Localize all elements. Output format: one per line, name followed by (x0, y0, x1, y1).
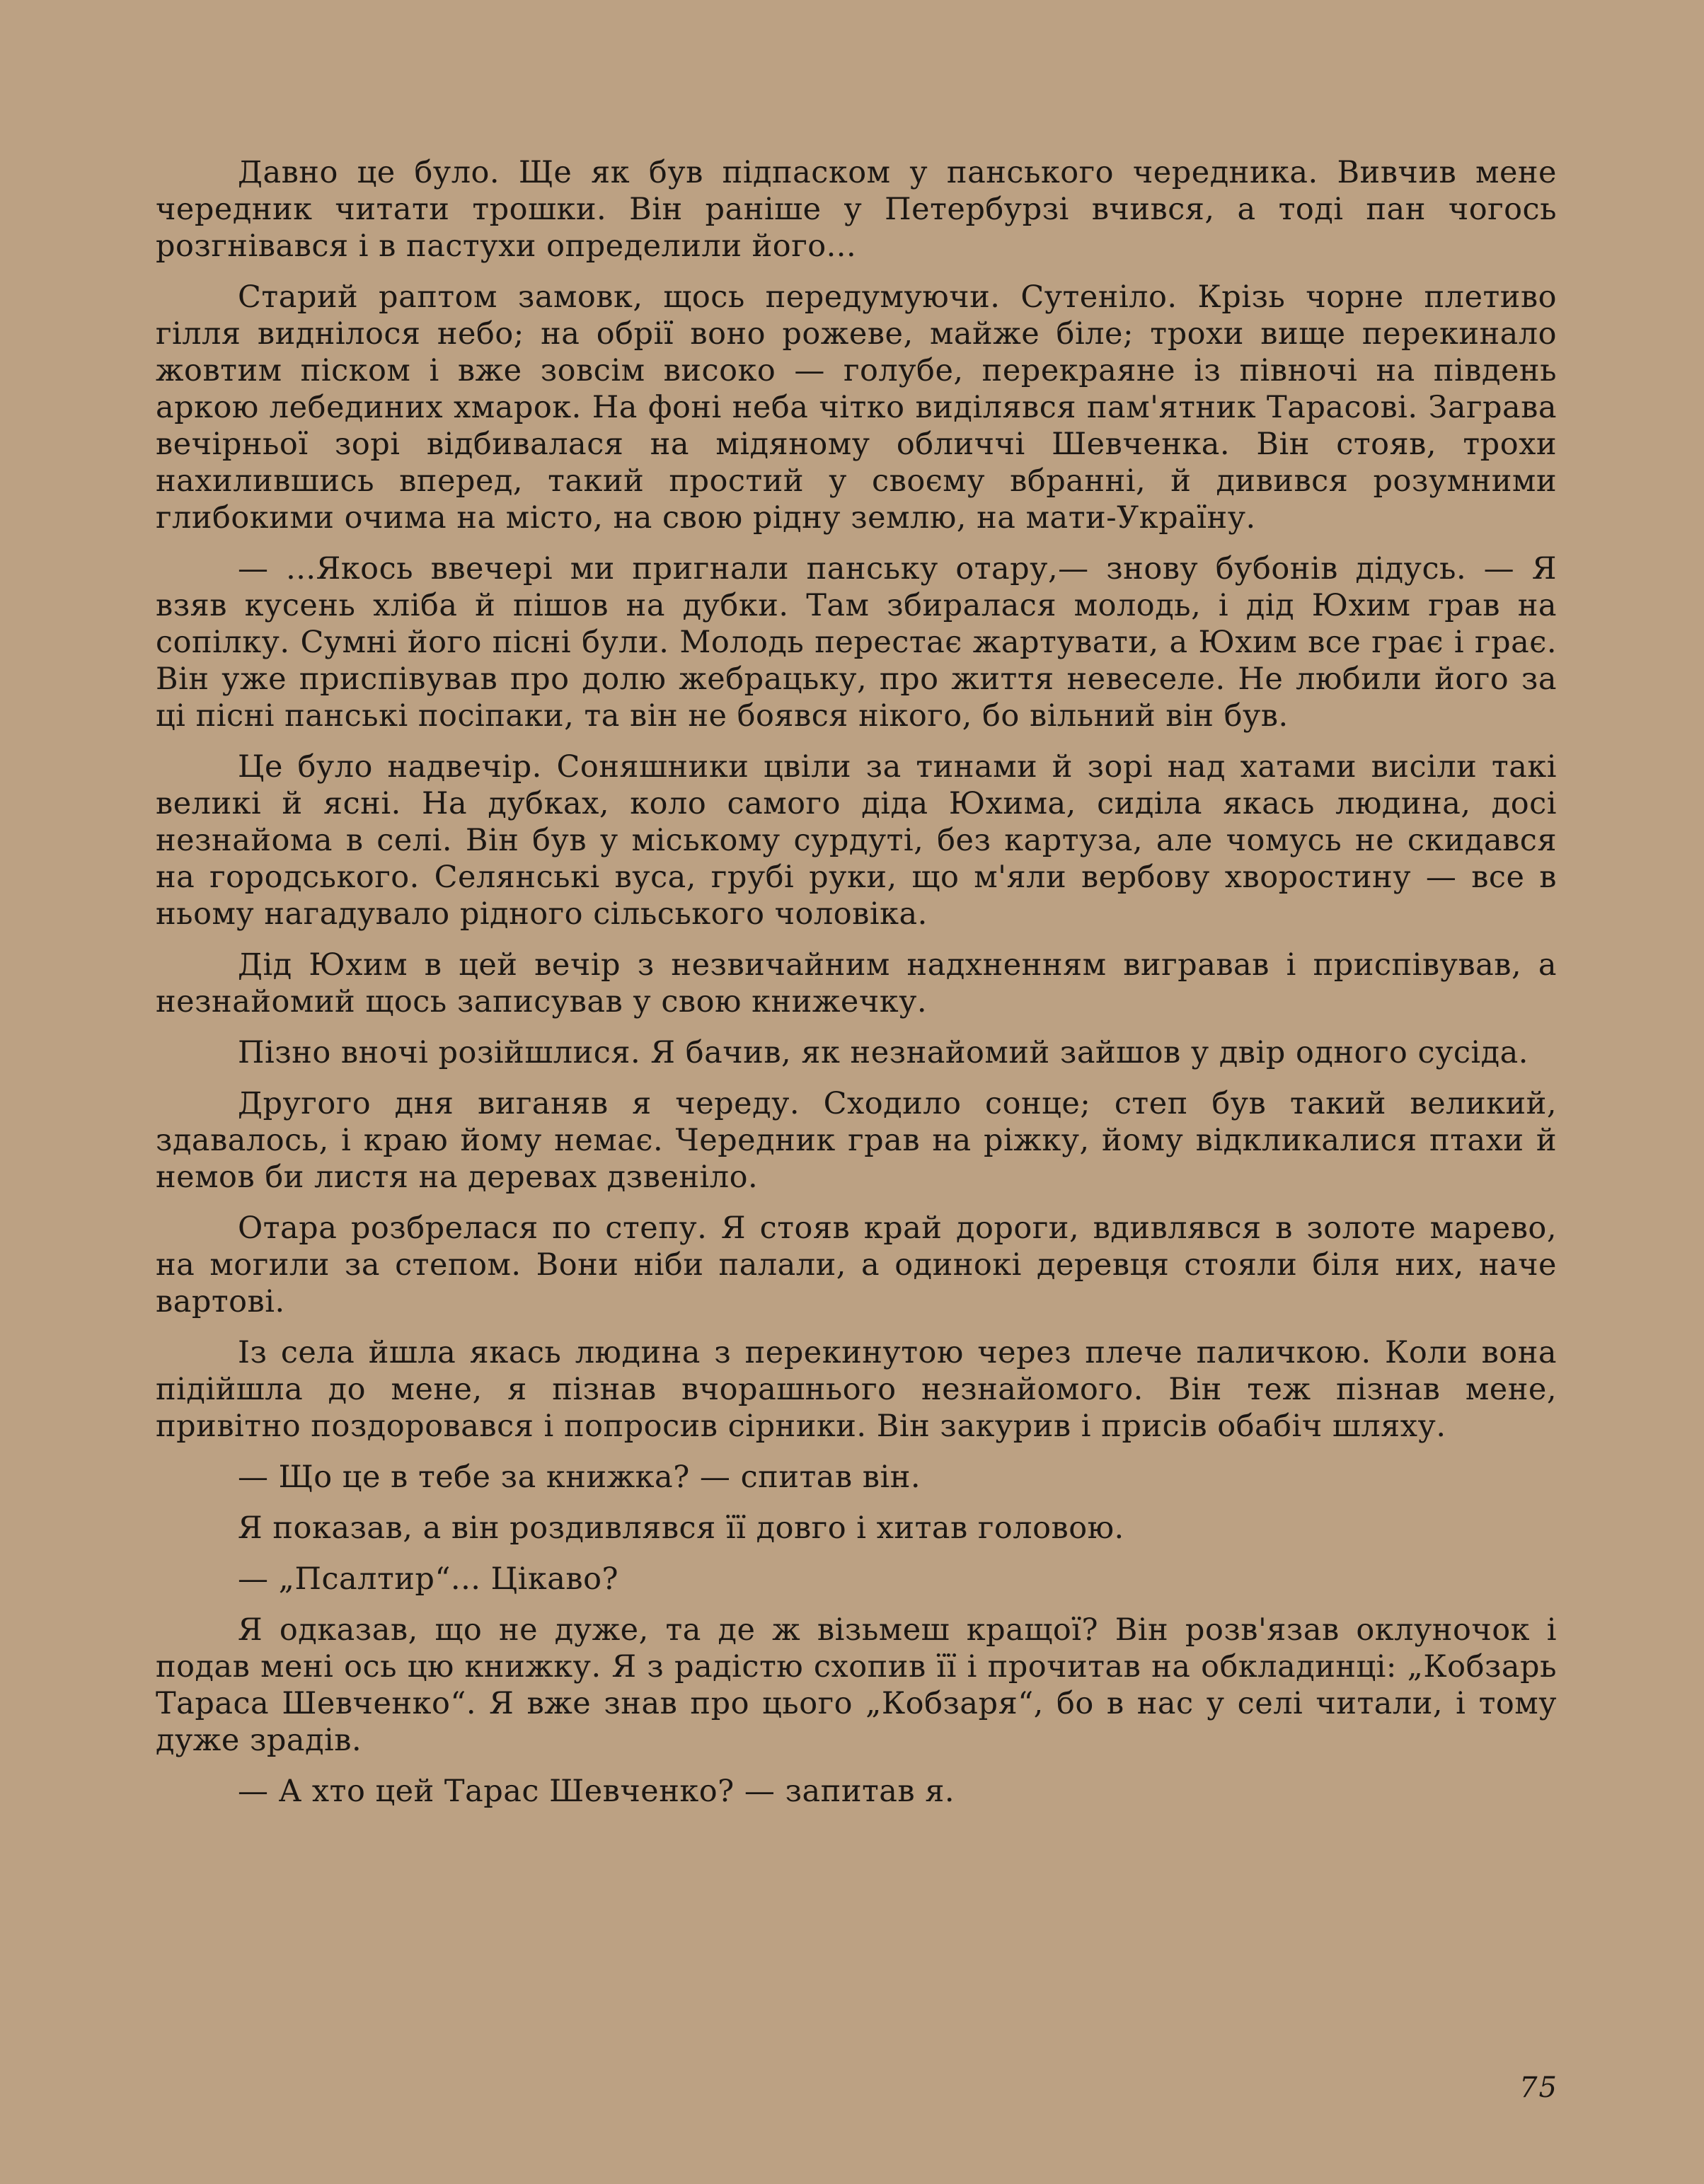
paragraph: Це було надвечір. Соняшники цвіли за тинами й зорі над хатами висіли такі великі й ясні. На дубках, коло самого діда Юхима, сиділа якась людина, досі незнайома в селі. Він був у міському сурдуті, без картуза, але чомусь не скидався на городського. Селянські вуса, грубі руки, що м'яли вербову хворостину — все в ньому нагадувало рідного сільського чоловіка. (156, 749, 1557, 932)
paragraph: Давно це було. Ще як був підпаском у панського чередника. Вивчив мене чередник читати трошки. Він раніше у Петербурзі вчився, а тоді пан чогось розгнівався і в пастухи определили його... (156, 155, 1557, 264)
paragraph: Отара розбрелася по степу. Я стояв край дороги, вдивлявся в золоте марево, на могили за степом. Вони ніби палали, а одинокі деревця стояли біля них, наче вартові. (156, 1211, 1557, 1319)
paragraph: Другого дня виганяв я череду. Сходило сонце; степ був такий великий, здавалось, і краю йому немає. Чередник грав на ріжку, йому відкликалися птахи й немов би листя на деревах дзвеніло. (156, 1086, 1557, 1195)
paragraph: — ...Якось ввечері ми пригнали панську отару,— знову бубонів дідусь. — Я взяв кусень хліба й пішов на дубки. Там збиралася молодь, і дід Юхим грав на сопілку. Сумні його пісні були. Молодь перестає жартувати, а Юхим все грає і грає. Він уже приспівував про долю жебрацьку, про життя невеселе. Не любили його за ці пісні панські посіпаки, та він не боявся нікого, бо вільний він був. (156, 551, 1557, 734)
paragraph: Пізно вночі розійшлися. Я бачив, як незнайомий зайшов у двір одного сусіда. (238, 1035, 1529, 1070)
paragraph: Старий раптом замовк, щось передумуючи. Сутеніло. Крізь чорне плетиво гілля виднілося небо; на обрії воно рожеве, майже біле; трохи вище перекинало жовтим піском і вже зовсім високо — голубе, перекраяне із півночі на південь аркою лебединих хмарок. На фоні неба чітко виділявся пам'ятник Тарасові. Заграва вечірньої зорі відбивалася на мідяному обличчі Шевченка. Він стояв, трохи нахилившись вперед, такий простий у своєму вбранні, й дивився розумними глибокими очима на місто, на свою рідну землю, на мати-Україну. (156, 279, 1557, 536)
text-body (156, 154, 1557, 1824)
dialogue-line: — А хто цей Тарас Шевченко? — запитав я. (238, 1774, 955, 1809)
paragraph: Дід Юхим в цей вечір з незвичайним надхненням вигравав і приспівував, а незнайомий щось записував у свою книжечку. (156, 947, 1557, 1019)
paragraph: Із села йшла якась людина з перекинутою через плече паличкою. Коли вона підійшла до мене, я пізнав вчорашнього незнайомого. Він теж пізнав мене, привітно поздоровався і попросив сірники. Він закурив і присів обабіч шляху. (156, 1335, 1557, 1444)
paragraph: Я одказав, що не дуже, та де ж візьмеш кращої? Він розв'язав оклуночок і подав мені ось цю книжку. Я з радістю схопив її і прочитав на обкладинці: „Кобзарь Тараса Шевченко“. Я вже знав про цього „Кобзаря“, бо в нас у селі читали, і тому дуже зрадів. (156, 1612, 1557, 1758)
dialogue-line: — „Псалтир“... Цікаво? (238, 1561, 619, 1597)
paragraph: Я показав, а він роздивлявся її довго і хитав головою. (238, 1510, 1124, 1546)
page-number: 75 (1519, 2072, 1558, 2104)
dialogue-line: — Що це в тебе за книжка? — спитав він. (238, 1460, 921, 1495)
